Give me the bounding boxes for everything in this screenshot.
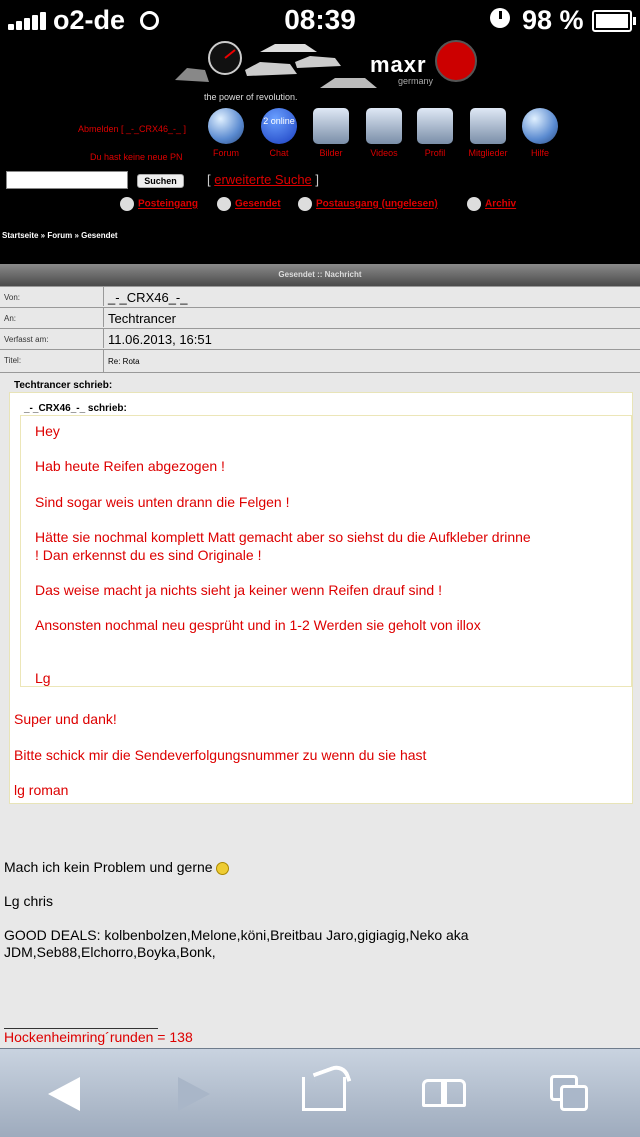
nav-bilder[interactable]: Bilder — [303, 108, 359, 158]
date-row: Verfasst am: 11.06.2013, 16:51 — [0, 328, 640, 348]
to-row: An: Techtrancer — [0, 307, 640, 327]
help-icon — [522, 108, 558, 144]
subject-row: Titel: Re: Rota — [0, 349, 640, 372]
outbox-link[interactable]: Postausgang (ungelesen) — [298, 197, 438, 211]
reply-text: Mach ich kein Problem und gerne — [4, 859, 229, 875]
battery-percent: 98 % — [522, 5, 584, 35]
hockenheim-count: Hockenheimring´runden = 138 — [4, 1029, 193, 1045]
signature-greeting: Lg chris — [4, 893, 54, 909]
forum-header — [0, 40, 640, 260]
nested-quote-author: _-_CRX46_-_ schrieb: — [24, 403, 127, 414]
quote-outer: _-_CRX46_-_ schrieb: Hey Hab heute Reifen abgezogen ! Sind sogar weis unten drann die Felgen ! Hätte sie nochmal komplett Matt gemacht aber so siehst du die Aufkleber drinne ! Dan erkennst du es sind Originale ! Das weise macht ja nichts sieht ja keiner wenn Reifen drauf sind ! Ansonsten nochmal neu gesprüht und in 1-2 Werden sie geholt von illox Lg Super und dank! Bitte schick mir die Sendeverfolgungsnummer zu wenn du sie hast lg roman — [9, 392, 633, 804]
breadcrumb[interactable]: Startseite » Forum » Gesendet — [2, 231, 118, 240]
profile-icon — [417, 108, 453, 144]
inbox-link[interactable]: Posteingang — [120, 197, 198, 211]
smiley-icon — [216, 862, 229, 875]
pictures-icon — [313, 108, 349, 144]
slogan: the power of revolution. — [204, 92, 298, 102]
advanced-search-link[interactable]: erweiterte Suche — [214, 172, 312, 187]
archive-icon — [467, 197, 481, 211]
message-body — [0, 372, 640, 1049]
quote-author: Techtrancer schrieb: — [14, 380, 113, 391]
from-value[interactable]: _-_CRX46_-_ — [108, 290, 188, 305]
no-pm-notice[interactable]: Du hast keine neue PN — [90, 152, 183, 162]
advanced-search: [ erweiterte Suche ] — [207, 172, 320, 187]
bookmarks-icon[interactable] — [422, 1079, 468, 1109]
carrier-name: o2-de — [53, 5, 126, 35]
from-row: Von: _-_CRX46_-_ — [0, 286, 640, 306]
sent-icon — [217, 197, 231, 211]
status-bar — [0, 0, 640, 40]
forum-icon — [208, 108, 244, 144]
nav-hilfe[interactable]: Hilfe — [512, 108, 568, 158]
members-icon — [470, 108, 506, 144]
videos-icon — [366, 108, 402, 144]
logo-badge-icon — [435, 40, 477, 82]
outbox-icon — [298, 197, 312, 211]
nav-profil[interactable]: Profil — [407, 108, 463, 158]
sent-link[interactable]: Gesendet — [217, 197, 281, 211]
nav-mitglieder[interactable]: Mitglieder — [460, 108, 516, 158]
to-value[interactable]: Techtrancer — [108, 311, 176, 326]
search-input[interactable] — [6, 171, 128, 189]
logout-link[interactable]: Abmelden [ _-_CRX46_-_ ] — [78, 124, 187, 134]
archive-link[interactable]: Archiv — [467, 197, 516, 211]
quote-inner: Hey Hab heute Reifen abgezogen ! Sind sogar weis unten drann die Felgen ! Hätte sie nochmal komplett Matt gemacht aber so siehst du die Aufkleber drinne ! Dan erkennst du es sind Originale ! Das weise macht ja nichts sieht ja keiner wenn Reifen drauf sind ! Ansonsten nochmal neu gesprüht und in 1-2 Werden sie geholt von illox Lg — [20, 415, 632, 687]
nav-chat[interactable]: 2 online Chat — [251, 108, 307, 158]
tabs-icon[interactable] — [550, 1075, 590, 1113]
message-panel — [0, 264, 640, 1048]
good-deals-line1: GOOD DEALS: kolbenbolzen,Melone,köni,Breitbau Jaro,gigiagig,Neko aka — [4, 927, 469, 943]
date-value: 11.06.2013, 16:51 — [108, 332, 212, 347]
nav-forum[interactable]: Forum — [198, 108, 254, 158]
panel-title: Gesendet :: Nachricht — [0, 264, 640, 286]
share-icon[interactable] — [302, 1077, 346, 1111]
forward-arrow-icon[interactable] — [178, 1077, 210, 1111]
clock-time: 08:39 — [284, 4, 356, 35]
alarm-icon — [490, 8, 510, 28]
inbox-icon — [120, 197, 134, 211]
browser-toolbar — [0, 1048, 640, 1137]
chat-icon: 2 online — [261, 108, 297, 144]
logo-subtitle: germany — [398, 76, 434, 86]
good-deals-line2: JDM,Seb88,Elchorro,Boyka,Bonk, — [4, 944, 216, 960]
nav-videos[interactable]: Videos — [356, 108, 412, 158]
site-logo[interactable]: maxr — [370, 52, 427, 77]
battery-icon — [592, 10, 632, 32]
back-arrow-icon[interactable] — [48, 1077, 80, 1111]
search-button[interactable]: Suchen — [137, 174, 184, 188]
subject-value: Re: Rota — [108, 357, 140, 366]
